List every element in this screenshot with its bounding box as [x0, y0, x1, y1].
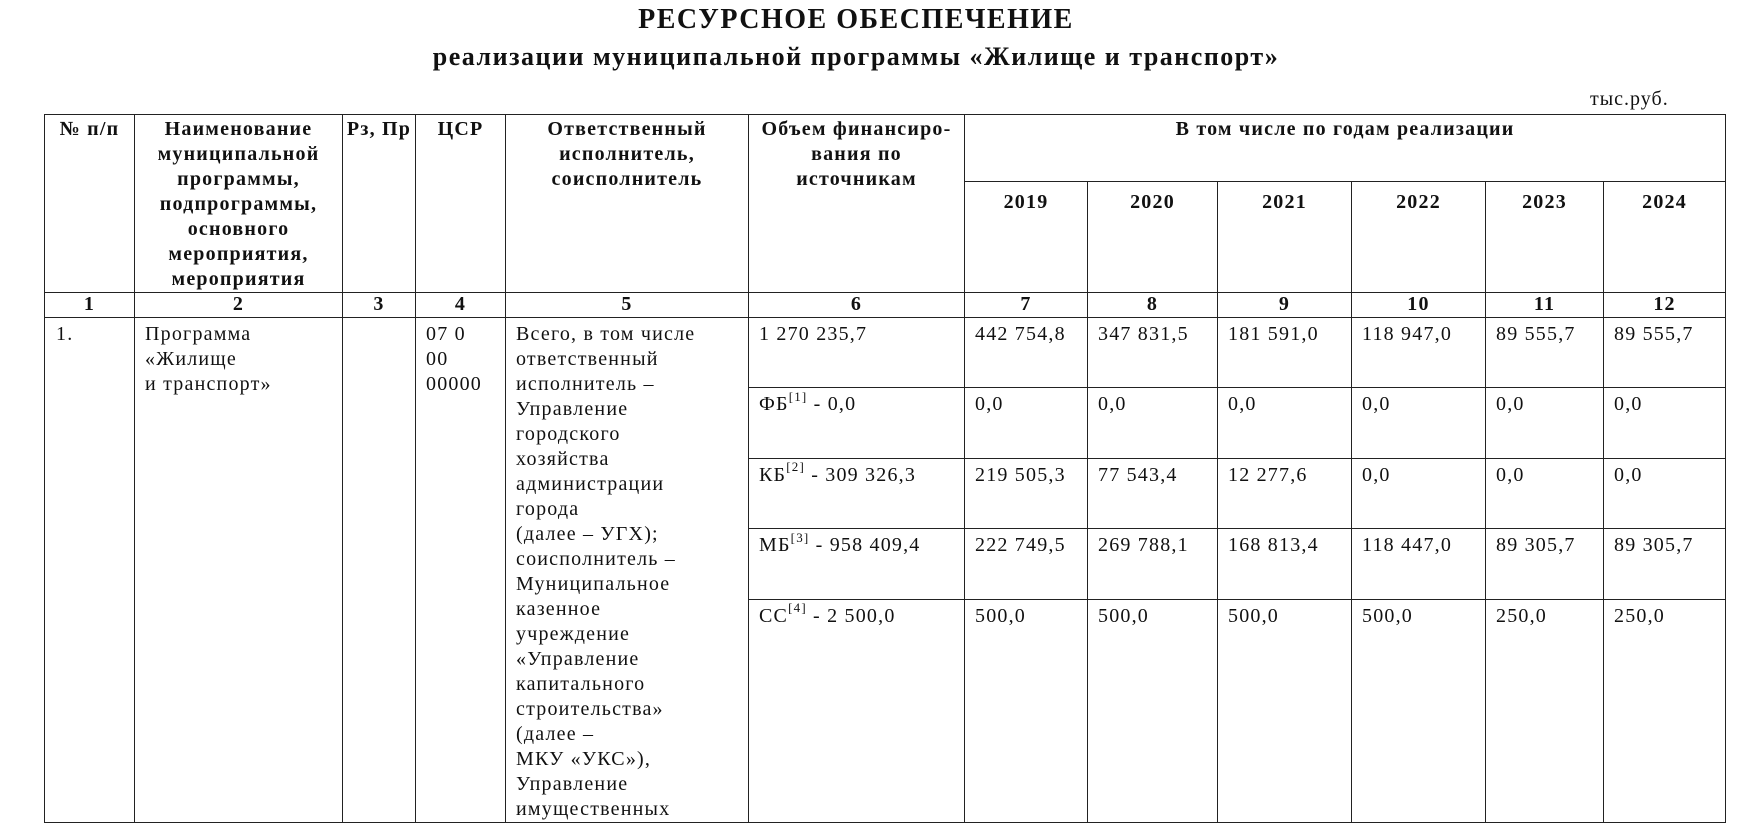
executor-line: города: [516, 498, 580, 520]
column-number: 10: [1352, 293, 1486, 318]
header-years-group: В том числе по годам реализации: [965, 115, 1726, 182]
column-number: 4: [416, 293, 506, 318]
executor-line: (далее –: [516, 723, 595, 745]
funding-value: 118 447,0: [1352, 529, 1486, 599]
column-number: 7: [965, 293, 1088, 318]
program-csr-line: 07 0: [426, 323, 466, 345]
funding-value: 0,0: [1604, 388, 1726, 458]
table-row: [45, 318, 1726, 388]
funding-value: 0,0: [1486, 458, 1604, 528]
funding-value: 219 505,3: [965, 458, 1088, 528]
header-executor: Ответственный исполнитель, соисполнитель: [506, 115, 749, 293]
funding-amount: 1 270 235,7: [759, 323, 868, 345]
footnote-ref: [1]: [788, 388, 808, 404]
funding-value: 250,0: [1486, 599, 1604, 822]
executor-line: «Управление: [516, 648, 640, 670]
funding-amount: - 958 409,4: [809, 534, 921, 557]
header-csr: ЦСР: [416, 115, 506, 293]
funding-value: 89 555,7: [1486, 318, 1604, 388]
program-executor: [506, 318, 749, 823]
funding-value: 12 277,6: [1218, 458, 1352, 528]
funding-value: 89 305,7: [1486, 529, 1604, 599]
column-number: 12: [1604, 293, 1726, 318]
header-year-2020: 2020: [1088, 182, 1218, 293]
funding-value: 0,0: [1604, 458, 1726, 528]
header-year-2021: 2021: [1218, 182, 1352, 293]
funding-value: 500,0: [965, 599, 1088, 822]
funding-value: 0,0: [1218, 388, 1352, 458]
document-title: РЕСУРСНОЕ ОБЕСПЕЧЕНИЕ: [638, 4, 1074, 35]
funding-value: 77 543,4: [1088, 458, 1218, 528]
funding-value: 347 831,5: [1088, 318, 1218, 388]
header-rz: Рз, Пр: [343, 115, 416, 293]
executor-line: МКУ «УКС»),: [516, 748, 652, 770]
funding-value: 0,0: [1352, 458, 1486, 528]
funding-value: 442 754,8: [965, 318, 1088, 388]
funding-source-ss: [749, 599, 965, 822]
executor-line: казенное: [516, 598, 602, 620]
header-num: № п/п: [45, 115, 135, 293]
funding-value: 0,0: [1486, 388, 1604, 458]
footnote-ref: [2]: [786, 459, 805, 475]
funding-source-code: ФБ: [759, 393, 789, 416]
header-year-2023: 2023: [1486, 182, 1604, 293]
column-number: 8: [1088, 293, 1218, 318]
funding-value: 269 788,1: [1088, 529, 1218, 599]
executor-line: исполнитель –: [516, 373, 655, 395]
program-csr: [416, 318, 506, 823]
column-number: 6: [749, 293, 965, 318]
column-number: 11: [1486, 293, 1604, 318]
program-rz: [343, 318, 416, 823]
header-year-2022: 2022: [1352, 182, 1486, 293]
column-number: 1: [45, 293, 135, 318]
executor-line: капитального: [516, 673, 646, 695]
program-name-line: Программа: [145, 323, 252, 345]
footnote-ref: [4]: [788, 599, 807, 615]
funding-source-code: СС: [759, 604, 789, 627]
funding-source-total: [749, 318, 965, 388]
funding-value: 0,0: [965, 388, 1088, 458]
column-number: 5: [506, 293, 749, 318]
executor-line: хозяйства: [516, 448, 610, 470]
program-csr-line: 00: [426, 348, 449, 370]
funding-value: 500,0: [1352, 599, 1486, 822]
executor-line: (далее – УГХ);: [516, 523, 659, 545]
executor-line: соисполнитель –: [516, 548, 677, 570]
funding-value: 500,0: [1088, 599, 1218, 822]
executor-line: имущественных: [516, 798, 671, 820]
funding-source-code: МБ: [759, 534, 791, 557]
executor-line: администрации: [516, 473, 665, 495]
funding-value: 181 591,0: [1218, 318, 1352, 388]
column-number: 3: [343, 293, 416, 318]
funding-value: 0,0: [1088, 388, 1218, 458]
header-year-2019: 2019: [965, 182, 1088, 293]
funding-source-mb: [749, 529, 965, 599]
header-name: Наименование муниципальной программы, подпрограммы, основного мероприятия, мероприятия: [135, 115, 343, 293]
executor-line: городского: [516, 423, 621, 445]
funding-amount: - 0,0: [807, 393, 857, 416]
funding-value: 89 305,7: [1604, 529, 1726, 599]
funding-value: 118 947,0: [1352, 318, 1486, 388]
program-csr-line: 00000: [426, 373, 482, 395]
program-name-line: «Жилище: [145, 348, 237, 370]
executor-line: ответственный: [516, 348, 659, 370]
funding-source-kb: [749, 458, 965, 528]
document-subtitle: реализации муниципальной программы «Жилище и транспорт»: [432, 42, 1280, 71]
funding-value: 500,0: [1218, 599, 1352, 822]
funding-amount: - 2 500,0: [806, 604, 896, 627]
funding-value: 0,0: [1352, 388, 1486, 458]
funding-value: 250,0: [1604, 599, 1726, 822]
executor-line: строительства»: [516, 698, 664, 720]
column-number: 9: [1218, 293, 1352, 318]
program-name: [135, 318, 343, 823]
header-volume: Объем финансиро-вания по источникам: [749, 115, 965, 293]
program-name-line: и транспорт»: [145, 373, 272, 395]
executor-line: Управление: [516, 773, 629, 795]
units-label: тыс.руб.: [1590, 88, 1669, 110]
footnote-ref: [3]: [790, 529, 810, 545]
funding-value: 168 813,4: [1218, 529, 1352, 599]
funding-source-code: КБ: [759, 463, 787, 486]
funding-value: 89 555,7: [1604, 318, 1726, 388]
header-year-2024: 2024: [1604, 182, 1726, 293]
funding-amount: - 309 326,3: [805, 463, 917, 486]
executor-line: Муниципальное: [516, 573, 671, 595]
resource-table: [44, 114, 1726, 823]
executor-line: Всего, в том числе: [516, 323, 696, 345]
program-number: 1.: [45, 318, 135, 823]
funding-source-fb: [749, 388, 965, 458]
column-number: 2: [135, 293, 343, 318]
executor-line: учреждение: [516, 623, 631, 645]
executor-line: Управление: [516, 398, 629, 420]
funding-value: 222 749,5: [965, 529, 1088, 599]
